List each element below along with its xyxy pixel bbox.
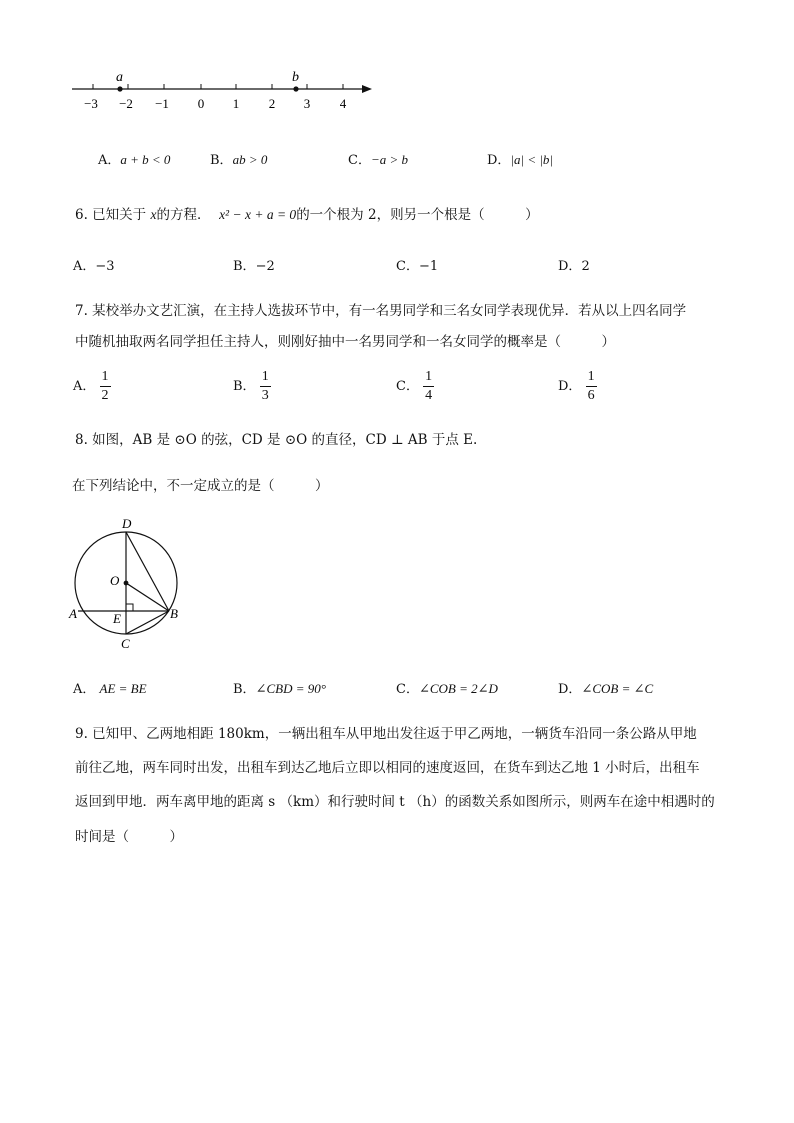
point-a-label: a: [116, 70, 123, 85]
q9-line-1: 9. 已知甲、乙两地相距 180km，一辆出租车从甲地出发往返于甲乙两地，一辆货车沿同一条公路从甲地: [75, 726, 697, 742]
q8-option-b: B．∠CBD = 90°: [233, 681, 326, 697]
label-o: O: [110, 573, 120, 588]
q8-option-d: D．∠COB = ∠C: [558, 681, 654, 697]
tick-label: −1: [155, 96, 169, 111]
q5-option-b: B．ab > 0: [210, 152, 268, 168]
tick-label: 0: [197, 96, 205, 111]
q8-option-a: A． AE = BE: [73, 681, 147, 697]
q8-line-2: 在下列结论中，不一定成立的是（ ）: [72, 478, 329, 494]
tick-label: −3: [84, 96, 98, 111]
tick-label: −2: [119, 96, 133, 111]
tick-label: 1: [232, 96, 240, 111]
circle-figure: [66, 510, 196, 655]
segment-ob: [126, 583, 169, 611]
label-e: E: [113, 611, 121, 626]
q7-option-d: D． $\frac{1}{6}$: [558, 369, 595, 403]
q5-option-c: C．−a > b: [348, 152, 408, 168]
point-b-label: b: [292, 70, 299, 85]
label-b: B: [170, 606, 178, 621]
tick-label: 4: [339, 96, 347, 111]
q7-option-a: A． $\frac{1}{2}$: [73, 369, 109, 403]
q7-line-1: 7. 某校举办文艺汇演，在主持人选拔环节中，有一名男同学和三名女同学表现优异．若从以上四名同学: [75, 303, 687, 319]
label-c: C: [121, 636, 130, 651]
label-d: D: [122, 516, 132, 531]
q6-option-a: A．−3: [73, 259, 115, 274]
right-angle-mark: [126, 604, 133, 611]
q6-option-b: B．−2: [233, 259, 275, 274]
q9-line-3: 返回到甲地．两车离甲地的距离 s （km）和行驶时间 t （h）的函数关系如图所示，则两车在途中相遇时的: [75, 794, 715, 810]
number-line-ticks: [93, 84, 343, 89]
q6-option-c: C．−1: [396, 259, 439, 274]
q7-option-c: C． $\frac{1}{4}$: [396, 369, 433, 403]
number-line-arrow: [362, 85, 372, 93]
center-o-dot: [124, 581, 129, 586]
q5-option-a: A．a + b < 0: [98, 152, 171, 168]
q9-line-4: 时间是（ ）: [75, 829, 183, 845]
q7-line-2: 中随机抽取两名同学担任主持人，则刚好抽中一名男同学和一名女同学的概率是（ ）: [75, 334, 615, 350]
segment-db: [126, 532, 169, 611]
point-a-dot: [117, 86, 122, 91]
q5-option-d: D．|a| < |b|: [487, 152, 554, 168]
tick-label: 3: [303, 96, 311, 111]
label-a: A: [69, 606, 77, 621]
q7-option-b: B． $\frac{1}{3}$: [233, 369, 269, 403]
tick-label: 2: [268, 96, 276, 111]
segment-cb: [126, 611, 169, 634]
q6-equation: x² − x + a = 0: [219, 207, 297, 222]
number-line-figure: [60, 64, 390, 114]
point-b-dot: [293, 86, 298, 91]
q6-stem: 6. 已知关于 x的方程． x² − x + a = 0的一个根为 2，则另一个根是（ ）: [75, 207, 539, 223]
q8-line-1: 8. 如图，AB 是 ⊙O 的弦，CD 是 ⊙O 的直径，CD ⊥ AB 于点 E.: [75, 432, 478, 448]
q9-line-2: 前往乙地，两车同时出发，出租车到达乙地后立即以相同的速度返回，在货车到达乙地 1 小时后，出租车: [75, 760, 700, 776]
q6-option-d: D．2: [558, 259, 590, 274]
q8-option-c: C．∠COB = 2∠D: [396, 681, 498, 697]
